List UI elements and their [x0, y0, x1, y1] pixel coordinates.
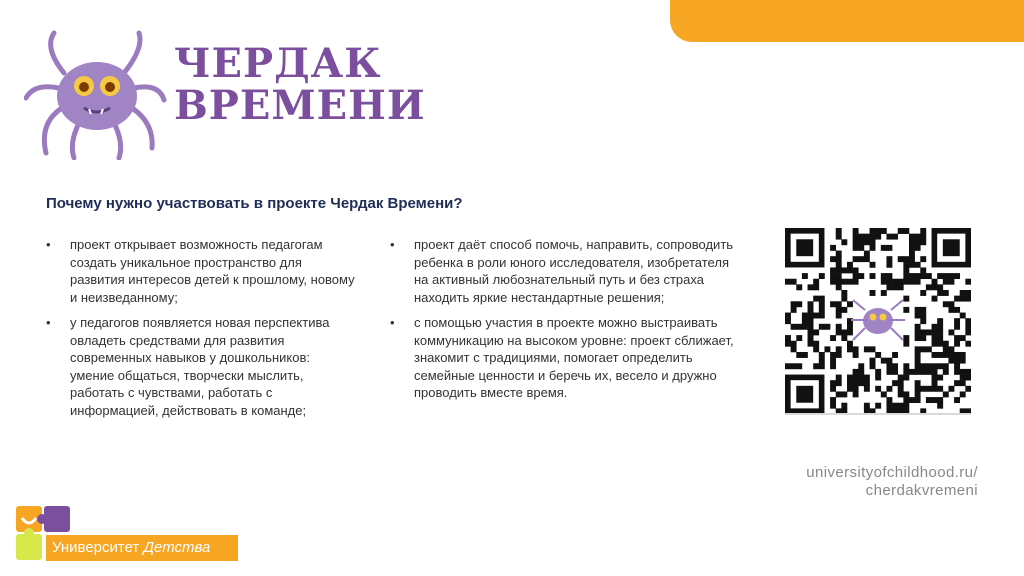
qr-code[interactable]: [785, 228, 971, 414]
qr-code-icon: [785, 228, 971, 414]
bullet: •: [390, 237, 395, 252]
bullet: •: [390, 315, 395, 330]
logo-title: [174, 40, 426, 129]
list-item-text: проект открывает возможность педагогам создать уникальное пространство для развития интересов детей к прошлому, новому и неизведанному;: [70, 237, 355, 305]
logo-title-line1: ЧЕРДАК: [174, 40, 382, 87]
spider-mascot-icon: [24, 28, 174, 160]
university-label-part1: Университет: [52, 539, 144, 556]
site-url[interactable]: [760, 464, 978, 500]
site-url-line2: cherdakvremeni: [865, 482, 978, 499]
list-item-text: с помощью участия в проекте можно выстраивать коммуникацию на высоком уровне: проект сближает, знакомит с традициями, помогает определить семейные ценности и беречь их, весело и дружно проводить вместе время.: [414, 315, 734, 400]
list-item-text: проект даёт способ помочь, направить, сопроводить ребенка в роли юного исследователя, изобретателя на активный любознательный путь и без страха находить яркие нестандартные решения;: [414, 237, 734, 305]
logo-title-line2: ВРЕМЕНИ: [174, 82, 426, 129]
list-item: [390, 314, 735, 402]
university-label-part2: Детства: [143, 539, 211, 556]
list-item: [46, 236, 356, 306]
section-heading: Почему нужно участвовать в проекте Чердак Времени?: [46, 195, 463, 212]
cherdak-vremeni-logo: [24, 28, 426, 160]
divider: [785, 413, 971, 415]
university-label: [46, 535, 238, 561]
bullet: •: [46, 315, 51, 330]
right-column: [390, 236, 735, 410]
list-item: [46, 314, 356, 419]
list-item-text: у педагогов появляется новая перспектива овладеть средствами для развития современных навыков у дошкольников: умение общаться, творчески мыслить, работать с чувствами, работать с информацией, действовать в команде;: [70, 315, 330, 418]
left-column: [46, 236, 356, 427]
list-item: [390, 236, 735, 306]
bullet: •: [46, 237, 51, 252]
site-url-line1: universityofchildhood.ru/: [806, 464, 978, 481]
top-orange-tab: [670, 0, 1024, 42]
